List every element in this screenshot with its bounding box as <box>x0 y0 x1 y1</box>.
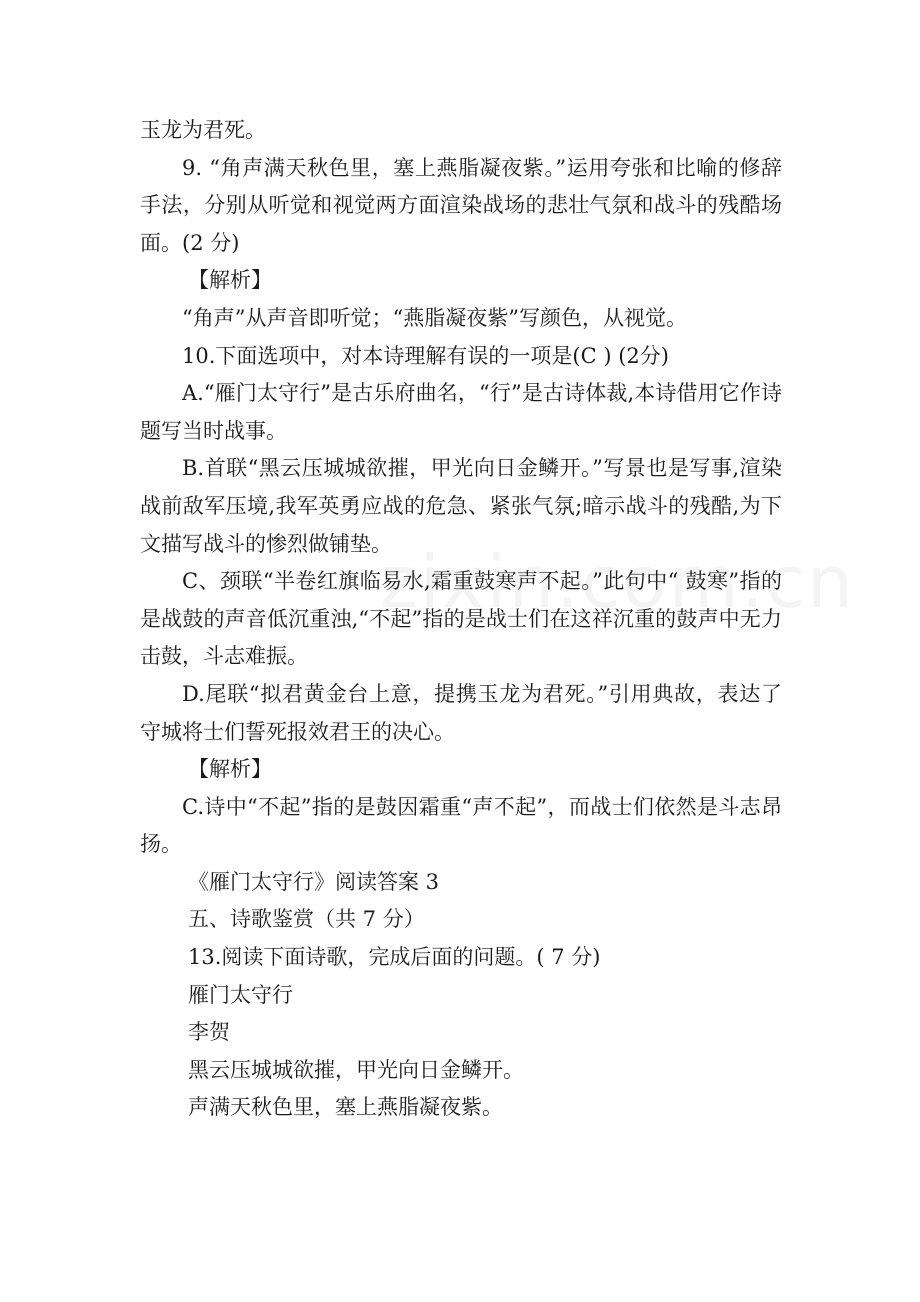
option-c: C、颈联“半卷红旗临易水,霜重鼓寒声不起。”此句中“ 鼓寒”指的是战鼓的声音低沉重浊,“不起”指的是战士们在这祥沉重的鼓声中无力击鼓，斗志难振。 <box>140 569 782 669</box>
paragraph-poem-ending: 玉龙为君死。 <box>140 118 266 142</box>
analysis-heading: 【解析】 <box>188 757 272 782</box>
paragraph-question-9: 9. “角声满天秋色里，塞上燕脂凝夜紫。”运用夸张和比喻的修辞手法，分别从听觉和视觉两方面渲染战场的悲壮气氛和战斗的残酷场面。(2 分) <box>140 155 782 255</box>
section-title-answer-3: 《雁门太守行》阅读答案 3 <box>188 869 440 894</box>
section-heading-poetry: 五、诗歌鉴赏（共 7 分） <box>188 907 425 932</box>
option-d: D.尾联“拟君黄金台上意，提携玉龙为君死。”引用典故，表达了守城将士们誓死报效君王的决心。 <box>140 681 782 744</box>
paragraph-analysis-9: “角声”从声音即听觉；“燕脂凝夜紫”写颜色，从视觉。 <box>182 305 687 330</box>
paragraph-question-10: 10.下面选项中，对本诗理解有误的一项是(C ) (2分) <box>182 343 669 368</box>
poem-line-1: 黑云压城城欲摧，甲光向日金鳞开。 <box>188 1057 524 1082</box>
paragraph-analysis-10: C.诗中“不起”指的是鼓因霜重“声不起”，而战士们依然是斗志昂扬。 <box>140 794 782 857</box>
option-a: A.“雁门太守行”是古乐府曲名，“行”是古诗体裁,本诗借用它作诗题写当时战事。 <box>140 381 782 443</box>
poem-author: 李贺 <box>188 1020 230 1045</box>
document-body <box>140 112 782 1127</box>
paragraph-question-13: 13.阅读下面诗歌，完成后面的问题。( 7 分) <box>188 945 601 970</box>
poem-title: 雁门太守行 <box>188 982 293 1007</box>
option-b: B.首联“黑云压城城欲摧，甲光向日金鳞开。”写景也是写事,渲染战前敌军压境,我军英勇应战的危急、紧张气氛;暗示战斗的残酷,为下文描写战斗的惨烈做铺垫。 <box>140 456 782 556</box>
analysis-heading: 【解析】 <box>188 268 272 293</box>
poem-line-2: 声满天秋色里，塞上燕脂凝夜紫。 <box>188 1095 503 1120</box>
